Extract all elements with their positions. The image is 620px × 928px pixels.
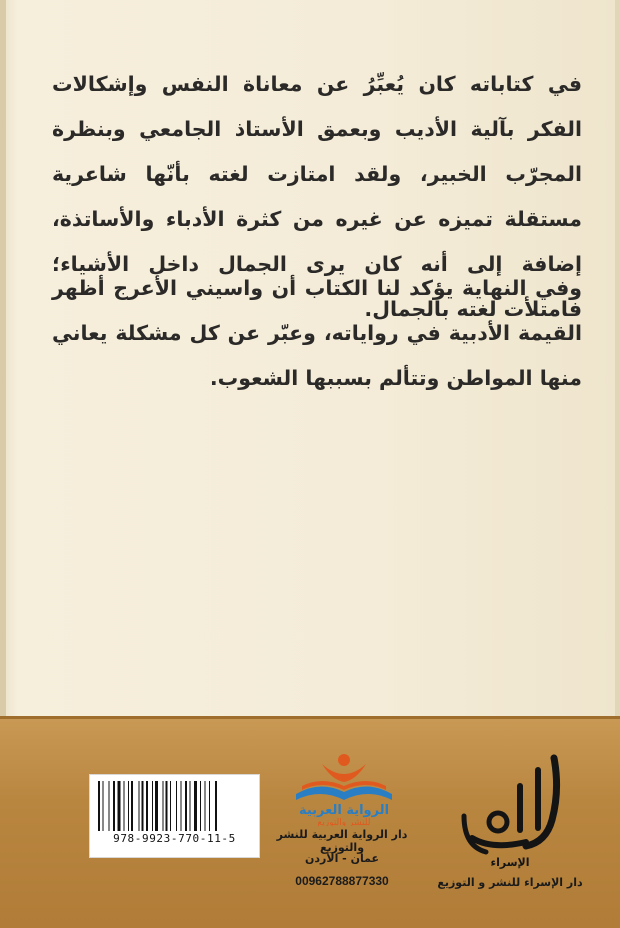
barcode-bar (128, 781, 129, 831)
barcode-bar (209, 781, 210, 831)
barcode-bar (215, 781, 217, 831)
israa-logo (442, 750, 578, 870)
barcode-bar (163, 781, 164, 831)
barcode-bar (170, 781, 171, 831)
publisher-phone: 00962788877330 (295, 874, 389, 888)
barcode-bar (185, 781, 187, 831)
barcode-bar (181, 781, 182, 831)
isbn-barcode (89, 774, 260, 858)
figure-arms-icon (322, 764, 366, 782)
publisher-address: دار الرواية العربية للنشر والتوزيع (276, 828, 408, 854)
barcode-bar (194, 781, 197, 831)
publisher-israa (422, 750, 598, 900)
barcode-bar (146, 781, 148, 831)
barcode-bar (113, 781, 115, 831)
barcode-bar (131, 781, 133, 831)
body-paragraph-1: في كتاباته كان يُعبِّرُ عن معاناة النفس وإشكالات الفكر بآلية الأديب وبعمق الأستاذ الجامعي وبنظرة المجرّب الخبير، ولقد امتازت لغته بأنّها شاعرية مستقلة تميزه عن غيره من كثرة الأدباء والأساتذة، إضافة إلى أنه كان يرى الجمال داخل الأشياء؛ فامتلأت لغته بالجمال. (52, 72, 582, 321)
barcode-bar (176, 781, 177, 831)
israa-caption: دار الإسراء للنشر و التوزيع (437, 876, 583, 889)
israa-logo-text: الإسراء (490, 856, 530, 869)
barcode-bar (142, 781, 144, 831)
isbn-number: 978-9923-770-11-5 (113, 832, 236, 845)
riwaya-logo-name: الرواية العربية (298, 803, 390, 818)
barcode-bar (103, 781, 104, 831)
publisher-riwaya (272, 750, 412, 900)
calligraphy-stroke-icon (526, 758, 557, 846)
barcode-bar (139, 781, 140, 831)
figure-head-icon (338, 754, 350, 766)
barcode-bar (155, 781, 158, 831)
barcode-bar (205, 781, 206, 831)
barcode-bar (118, 781, 121, 831)
barcode-bar (166, 781, 168, 831)
publisher-city: عمان - الأردن (305, 852, 379, 865)
riwaya-logo (286, 750, 402, 826)
barcode-bar (124, 781, 125, 831)
barcode-bar (190, 781, 191, 831)
band-divider (0, 716, 620, 719)
barcode-bar (200, 781, 201, 831)
body-paragraph-2: وفي النهاية يؤكد لنا الكتاب أن واسيني الأعرج أظهر القيمة الأدبية في رواياته، وعبّر عن كل مشكلة يعاني منها المواطن وتتألم بسببها الشعوب. (52, 276, 582, 390)
barcode-icon (98, 781, 250, 831)
barcode-bar (152, 781, 153, 831)
barcode-bar (98, 781, 100, 831)
barcode-bar (109, 781, 110, 831)
riwaya-logo-tagline: للنشر والتوزيع (317, 818, 371, 826)
